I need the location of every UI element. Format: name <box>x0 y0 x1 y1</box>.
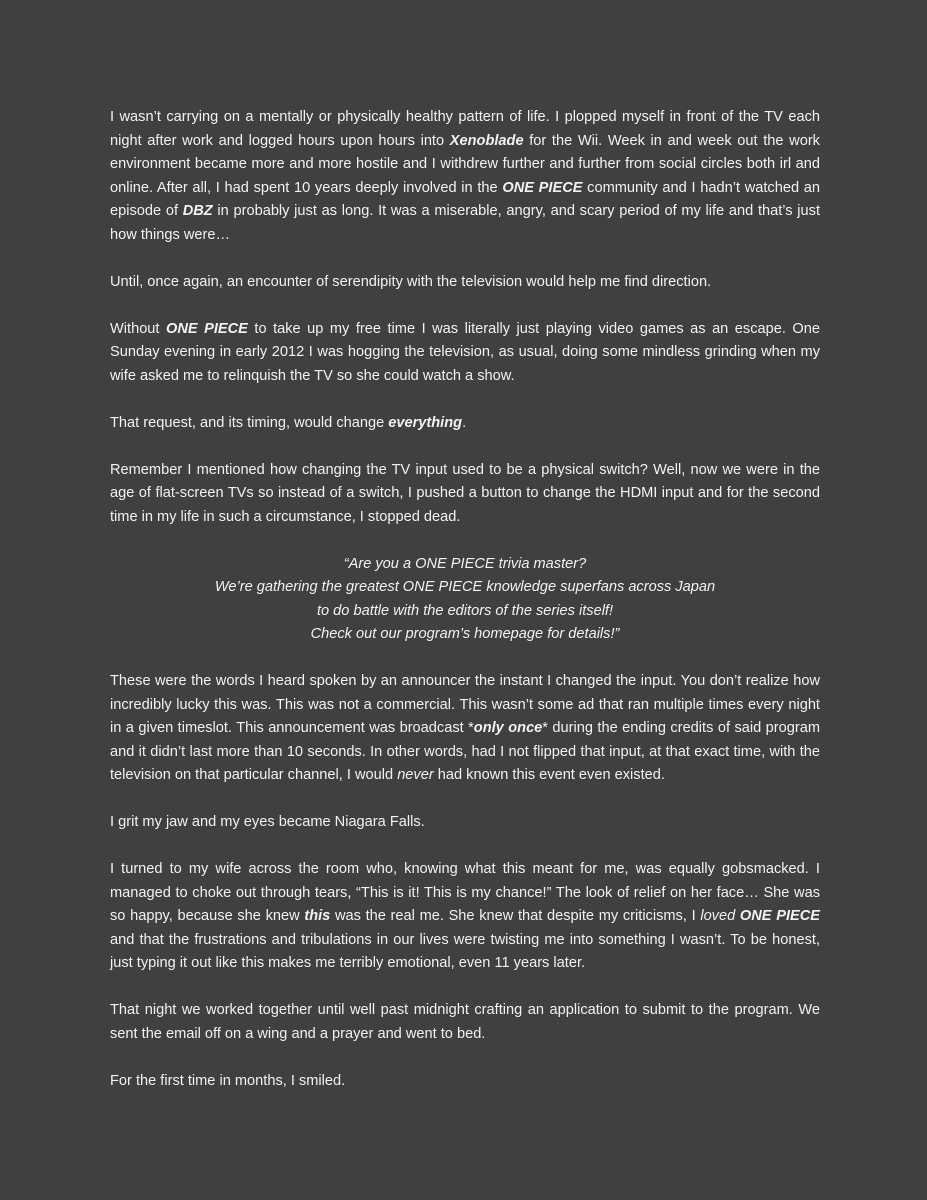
text-run: * during the ending credits of said program and it didn’t last more than 10 seconds. In other words, had I not flipped that input, at that exact time, with the television on that particular channel, I would <box>110 720 820 783</box>
paragraph-9: That night we worked together until well past midnight crafting an application to submit to the program. We sent the email off on a wing and a prayer and went to bed. <box>110 1002 820 1042</box>
paragraph-10: For the first time in months, I smiled. <box>110 1072 346 1089</box>
text-run: and that the frustrations and tribulations in our lives were twisting me into something I wasn’t. To be honest, just typing it out like this makes me terribly emotional, even 11 years later. <box>110 931 820 971</box>
announcement-quote <box>110 553 820 647</box>
emphasis-only-once: only once <box>473 720 543 736</box>
paragraph-3 <box>110 318 820 389</box>
quote-line: to do battle with the editors of the series itself! <box>316 602 614 619</box>
emphasis-never: never <box>397 767 434 783</box>
text-run: Without <box>110 320 166 337</box>
emphasis-loved: loved <box>700 908 736 924</box>
text-run: I wasn’t carrying on a mentally or physically healthy pattern of life. I plopped myself in front of the TV each night after work and logged hours upon hours into <box>110 109 820 149</box>
emphasis-one-piece: ONE PIECE <box>502 179 583 196</box>
text-run: for the Wii. Week in and week out the work environment became more and more hostile and I withdrew further and further from social circles both irl and online. After all, I had spent 10 years deeply involved in the <box>110 132 820 196</box>
text-run: That request, and its timing, would change <box>110 414 389 431</box>
emphasis-one-piece: ONE PIECE <box>739 908 821 924</box>
text-run: community and I hadn’t watched an episode of <box>110 179 820 219</box>
paragraph-7: I grit my jaw and my eyes became Niagara Falls. <box>110 814 425 830</box>
text-run: was the real me. She knew that despite my criticisms, I <box>330 908 701 924</box>
emphasis-everything: everything <box>388 414 463 431</box>
quote-line: Check out our program’s homepage for details!” <box>310 626 620 642</box>
paragraph-4 <box>110 412 820 436</box>
emphasis-one-piece: ONE PIECE <box>165 320 248 337</box>
paragraph-6 <box>110 670 820 788</box>
text-run: . <box>462 414 467 431</box>
document-body <box>110 106 820 1117</box>
emphasis-this: this <box>304 908 331 924</box>
emphasis-xenoblade: Xenoblade <box>449 132 524 149</box>
text-run: These were the words I heard spoken by an announcer the instant I changed the input. You don’t realize how incredibly lucky this was. This was not a commercial. This wasn’t some ad that ran multiple times every night in a given timeslot. This announcement was broadcast * <box>110 673 820 736</box>
emphasis-dbz: DBZ <box>182 203 213 219</box>
text-run: had known this event even existed. <box>433 767 665 783</box>
quote-line: We’re gathering the greatest ONE PIECE knowledge superfans across Japan <box>214 579 716 595</box>
text-run: I turned to my wife across the room who, knowing what this meant for me, was equally gobsmacked. I managed to choke out through tears, “This is it! This is my chance!” The look of relief on her face… She was so happy, because she knew <box>110 861 820 924</box>
quote-line: “Are you a ONE PIECE trivia master? <box>343 555 587 572</box>
text-run: to take up my free time I was literally just playing video games as an escape. One Sunday evening in early 2012 I was hogging the television, as usual, doing some mindless grinding when my wife asked me to relinquish the TV so she could watch a show. <box>110 320 820 384</box>
paragraph-1 <box>110 106 820 247</box>
paragraph-8 <box>110 858 820 976</box>
paragraph-2: Until, once again, an encounter of serendipity with the television would help me find direction. <box>110 273 712 290</box>
text-run: in probably just as long. It was a miserable, angry, and scary period of my life and that’s just how things were… <box>110 203 821 243</box>
paragraph-5: Remember I mentioned how changing the TV input used to be a physical switch? Well, now we were in the age of flat-screen TVs so instead of a switch, I pushed a button to change the HDMI input and for the second time in my life in such a circumstance, I stopped dead. <box>110 461 820 525</box>
